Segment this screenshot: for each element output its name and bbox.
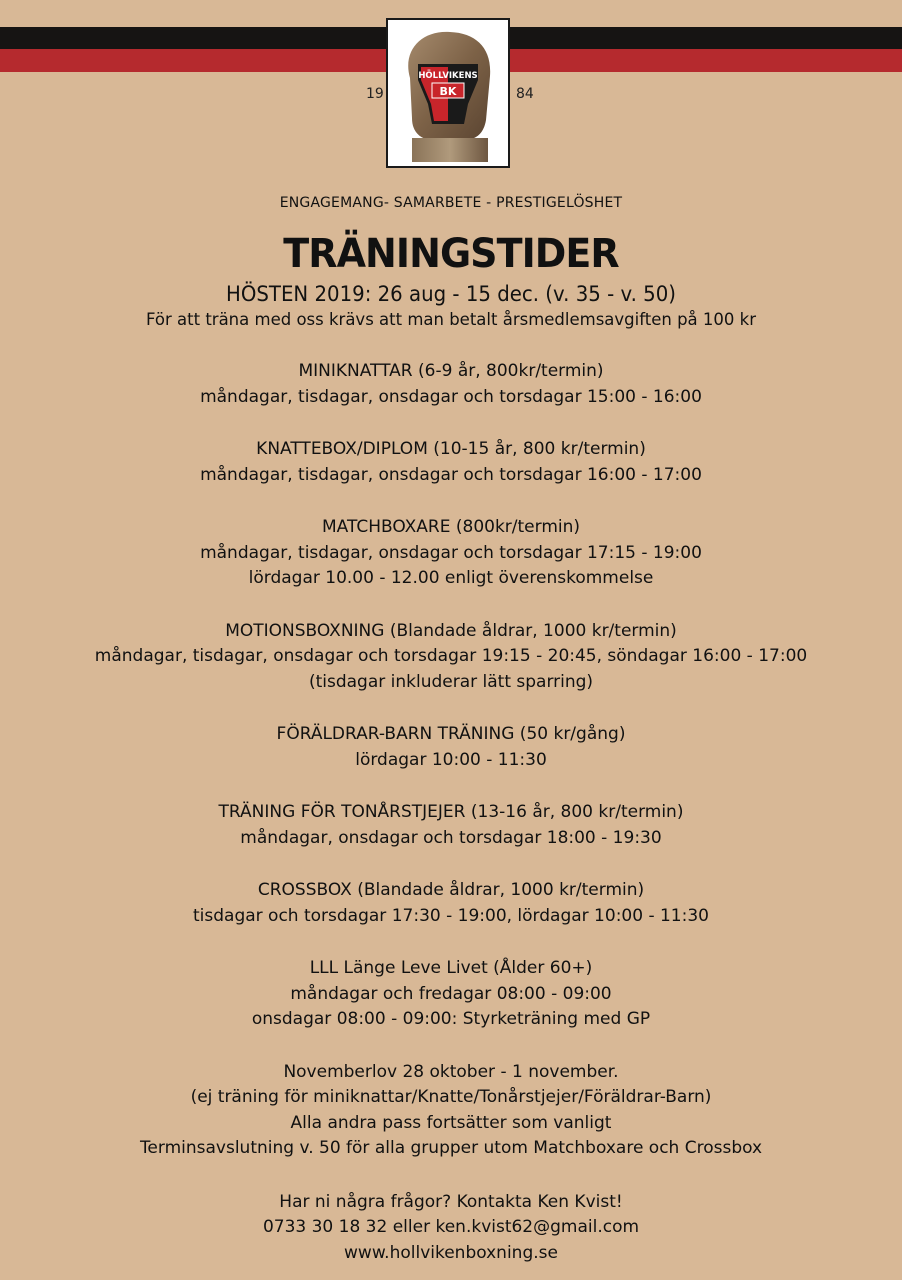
founding-year-right: 84 [516,86,534,102]
section-heading: TRÄNING FÖR TONÅRSTJEJER (13-16 år, 800 kr/termin) [218,802,684,822]
section-miniknattar [0,359,902,410]
founding-year-left: 19 [366,86,384,102]
boxing-glove-logo-icon [388,20,508,166]
holiday-notice [0,1060,902,1162]
section-heading: KNATTEBOX/DIPLOM (10-15 år, 800 kr/termin) [256,439,646,459]
notice-line: Alla andra pass fortsätter som vanligt [290,1112,612,1133]
section-line: måndagar, onsdagar och torsdagar 18:00 - 19:30 [240,827,662,848]
section-crossbox [0,878,902,929]
notice-line: Novemberlov 28 oktober - 1 november. [283,1061,619,1082]
section-heading: MATCHBOXARE (800kr/termin) [321,517,581,537]
notice-line: Terminsavslutning v. 50 för alla grupper utom Matchboxare och Crossbox [139,1138,763,1158]
section-knattebox [0,437,902,488]
section-tonarstjejer [0,800,902,851]
section-foraldrar-barn [0,722,902,773]
section-line: måndagar, tisdagar, onsdagar och torsdagar 17:15 - 19:00 [200,542,702,563]
section-heading: CROSSBOX (Blandade åldrar, 1000 kr/termin) [257,880,645,900]
section-line: lördagar 10.00 - 12.00 enligt överenskommelse [248,568,654,588]
logo-club-text: HÖLLVIKENS [418,71,478,81]
section-heading: MINIKNATTAR (6-9 år, 800kr/termin) [298,361,604,381]
contact-question: Har ni några frågor? Kontakta Ken Kvist! [279,1191,623,1212]
section-matchboxare [0,515,902,592]
section-line: onsdagar 08:00 - 09:00: Styrketräning med GP [251,1009,651,1029]
club-logo [386,18,510,168]
membership-requirement: För att träna med oss krävs att man betalt årsmedlemsavgiften på 100 kr [146,310,756,329]
section-line: måndagar, tisdagar, onsdagar och torsdagar 16:00 - 17:00 [200,464,702,485]
contact-phone-email: 0733 30 18 32 eller ken.kvist62@gmail.com [262,1217,640,1237]
tagline: ENGAGEMANG- SAMARBETE - PRESTIGELÖSHET [279,195,623,211]
section-line: måndagar, tisdagar, onsdagar och torsdagar 15:00 - 16:00 [200,386,702,407]
section-heading: FÖRÄLDRAR-BARN TRÄNING (50 kr/gång) [276,724,626,744]
schedule-content [0,193,902,1266]
section-motionsboxning [0,619,902,696]
section-lll [0,956,902,1033]
page-title: TRÄNINGSTIDER [283,231,619,277]
section-line: (tisdagar inkluderar lätt sparring) [308,671,594,692]
notice-line: (ej träning för miniknattar/Knatte/Tonårstjejer/Föräldrar-Barn) [190,1087,712,1107]
contact-info [0,1190,902,1267]
season-dates: HÖSTEN 2019: 26 aug - 15 dec. (v. 35 - v. 50) [225,282,677,306]
section-line: tisdagar och torsdagar 17:30 - 19:00, lördagar 10:00 - 11:30 [193,905,709,926]
section-line: måndagar, tisdagar, onsdagar och torsdagar 19:15 - 20:45, söndagar 16:00 - 17:00 [94,646,808,666]
website-link[interactable]: www.hollvikenboxning.se [344,1242,558,1263]
section-line: måndagar och fredagar 08:00 - 09:00 [290,983,612,1004]
section-line: lördagar 10:00 - 11:30 [355,749,547,770]
section-heading: LLL Länge Leve Livet (Ålder 60+) [309,958,593,978]
logo-club-abbr: BK [439,85,457,98]
section-heading: MOTIONSBOXNING (Blandade åldrar, 1000 kr/termin) [225,620,677,641]
